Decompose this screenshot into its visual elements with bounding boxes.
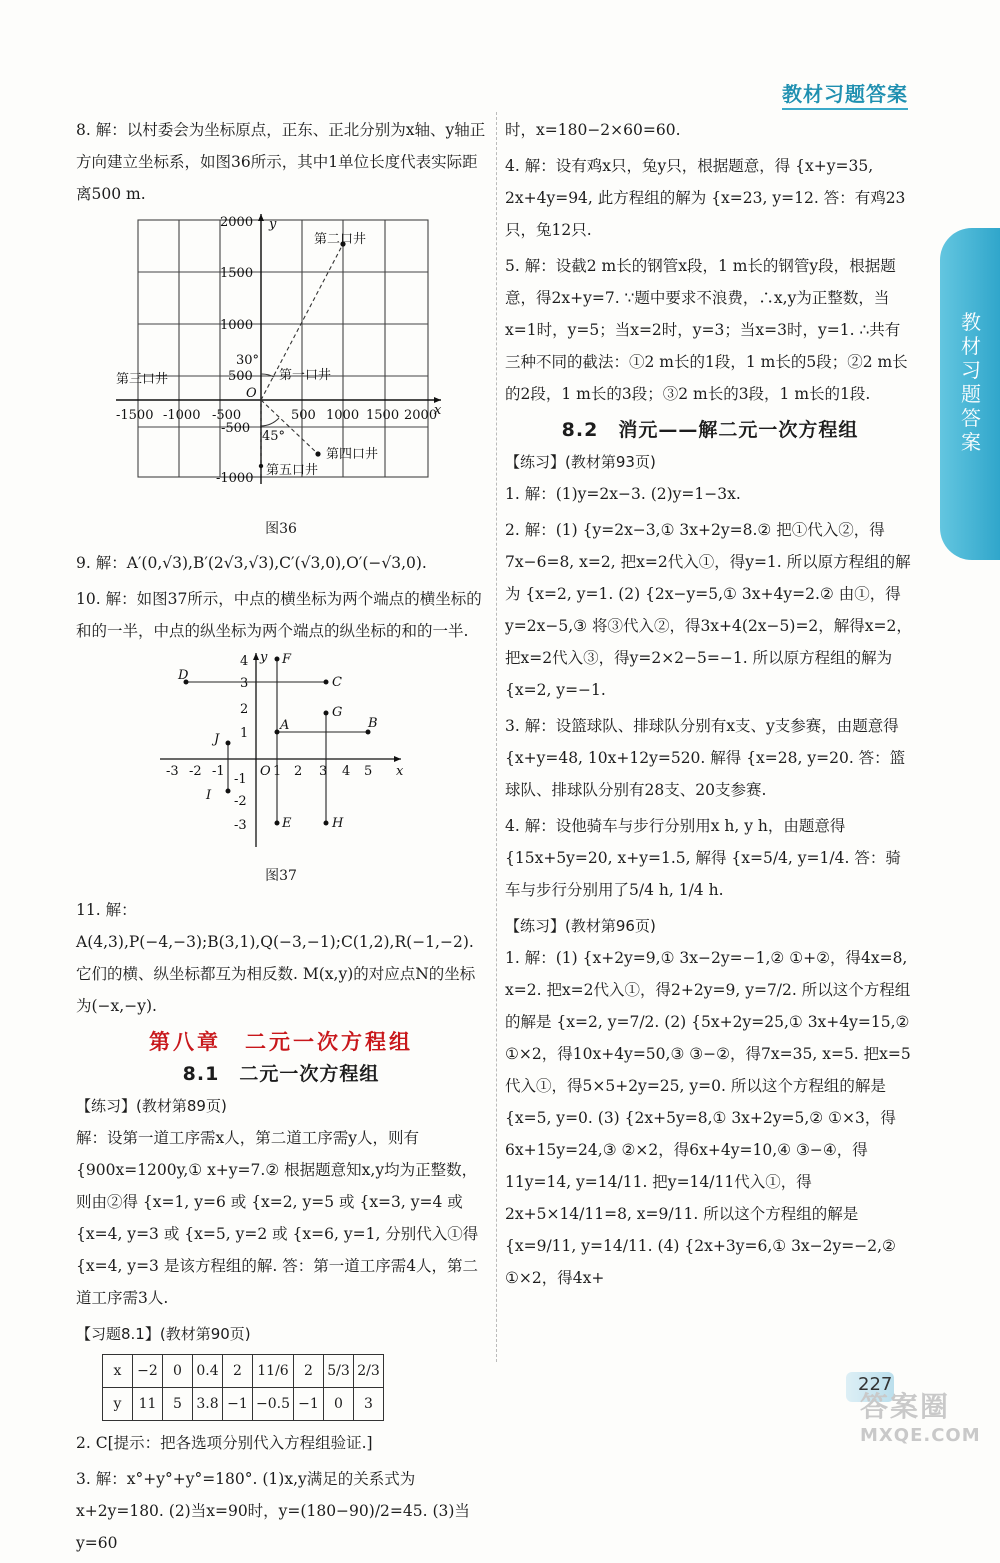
x-tick-3: 3: [319, 764, 328, 779]
y-tick-neg3: -3: [234, 818, 247, 833]
table-cell: y: [103, 1388, 133, 1421]
table-cell: −1: [223, 1388, 253, 1421]
angle-30-label: 30°: [236, 353, 260, 368]
table-cell: −1: [294, 1388, 324, 1421]
table-cell: 0: [163, 1355, 193, 1388]
angle-45-label: 45°: [262, 429, 286, 444]
figure-36: [76, 214, 486, 545]
continued-text: 时，x=180−2×60=60.: [505, 121, 681, 139]
y-tick-neg1: -1: [234, 772, 247, 787]
y-tick-500: 500: [228, 369, 253, 384]
question-11: 11. 解：A(4,3),P(−4,−3);B(3,1),Q(−3,−1);C(1,2),R(−1,−2). 它们的横、纵坐标都互为相反数. M(x,y)的对应点N的坐标为(−x,−y).: [76, 901, 476, 1015]
figure-36-caption: 图36: [265, 521, 297, 537]
practice-89-answer: 解：设第一道工序需x人，第二道工序需y人，则有 {900x=1200y,① x+y=7.② 根据题意知x,y均为正整数，则由②得 {x=1, y=6 或 {x=2, y=5 或 {x=3, y=4 或 {x=4, y=3 或 {x=5, y=2 或 {x=6, y=1, 分别代入①得 {x=4, y=3 是该方程组的解. 答：第一道工序需4人，第二道工序需3人.: [76, 1129, 479, 1307]
point-F: F: [282, 652, 292, 667]
table-cell: x: [103, 1355, 133, 1388]
x-tick-neg1000: -1000: [163, 408, 201, 423]
values-table: [102, 1354, 384, 1421]
y-tick-2: 2: [240, 702, 249, 717]
well-4-label: 第四口井: [326, 447, 379, 462]
watermark-top: 答案圈: [860, 1390, 951, 1423]
table-cell: 11: [133, 1388, 163, 1421]
table-cell: −2: [133, 1355, 163, 1388]
practice-93-q3: 3. 解：设篮球队、排球队分别有x支、y支参赛，由题意得 {x+y=48, 10x+12y=520. 解得 {x=28, y=20. 答：篮球队、排球队分别有28支、20支参赛.: [505, 717, 906, 799]
figure-37-caption: 图37: [265, 868, 297, 884]
point-G: G: [332, 705, 343, 720]
point-A: A: [280, 718, 290, 733]
table-cell: −0.5: [253, 1388, 294, 1421]
point-I: I: [206, 788, 212, 803]
x-tick-neg3: -3: [166, 764, 179, 779]
header-title: 教材习题答案: [782, 78, 908, 110]
question-9: 9. 解：A′(0,√3),B′(2√3,√3),C′(√3,0),O′(−√3,0).: [76, 554, 427, 572]
y-tick-1500: 1500: [220, 266, 254, 281]
x-tick-5: 5: [364, 764, 373, 779]
watermark-logo: [860, 1385, 1000, 1457]
side-tab-text: 教材习题答案: [961, 310, 981, 454]
well-1-label: 第一口井: [279, 368, 332, 383]
question-3: 3. 解：x°+y°+y°=180°. (1)x,y满足的关系式为x+2y=180. (2)当x=90时，y=(180−90)/2=45. (3)当y=60: [76, 1470, 470, 1552]
section-8-1-title: 8.1 二元一次方程组: [182, 1063, 380, 1085]
table-cell: 0: [324, 1388, 354, 1421]
x-tick-1000: 1000: [326, 408, 360, 423]
practice-93-q4: 4. 解：设他骑车与步行分别用x h, y h，由题意得 {15x+5y=20, x+y=1.5, 解得 {x=5/4, y=1/4. 答：骑车与步行分别用了5/4 h, 1/4 h.: [505, 817, 901, 899]
x-tick-neg500: -500: [212, 408, 242, 423]
question-2: 2. C[提示：把各选项分别代入方程组验证.]: [76, 1434, 373, 1452]
practice-93-q1: 1. 解：(1)y=2x−3. (2)y=1−3x.: [505, 485, 741, 503]
well-3-label: 第三口井: [116, 372, 169, 387]
page-number: 227: [858, 1374, 893, 1395]
table-cell: 5: [163, 1388, 193, 1421]
practice-96-q1: 1. 解：(1) {x+2y=9,① 3x−2y=−1,② ①+②，得4x=8, x=2. 把x=2代入①，得2+2y=9, y=7/2. 所以这个方程组的解是 {x=2, y=7/2. (2) {5x+2y=25,① 3x+4y=15,② ①×2，得10x+4y=50,③ ③−②，得7x=35, x=5. 把x=5代入①，得5×5+2y=25, y=0. 所以这个方程组的解是 {x=5, y=0. (3) {2x+5y=8,① 3x+2y=5,② ①×3，得6x+15y=24,③ ②×2，得6x+4y=10,④ ③−④，得11y=14, y=14/11. 把y=14/11代入①，得2x+5×14/11=8, x=9/11. 所以这个方程组的解是 {x=9/11, y=14/11. (4) {2x+3y=6,① 3x−2y=−2,② ①×2，得4x+: [505, 949, 911, 1287]
exercise-8-1-heading: 【习题8.1】(教材第90页): [76, 1325, 251, 1343]
x-tick-neg1500: -1500: [116, 408, 154, 423]
table-row-x: [103, 1355, 384, 1388]
well-2-label: 第二口井: [314, 232, 367, 247]
table-cell: 3: [354, 1388, 384, 1421]
practice-93-q2: 2. 解：(1) {y=2x−3,① 3x+2y=8.② 把①代入②，得7x−6=8, x=2, 把x=2代入①，得y=1. 所以原方程组的解为 {x=2, y=1. (2) {2x−y=5,① 3x+4y=2.② 由①，得y=2x−5,③ 将③代入②，得3x+4(2x−5)=2，解得x=2，把x=2代入③，得y=2×2−5=−1. 所以原方程组的解为 {x=2, y=−1.: [505, 521, 912, 699]
x-tick-500: 500: [291, 408, 316, 423]
table-cell: 3.8: [193, 1388, 223, 1421]
question-5: 5. 解：设截2 m长的钢管x段，1 m长的钢管y段，根据题意，得2x+y=7. ∵题中要求不浪费，∴x,y为正整数，当x=1时，y=5；当x=2时，y=3；当x=3时，y=1. ∴共有三种不同的截法：①2 m长的1段，1 m长的5段；②2 m长的2段，1 m长的3段；③2 m长的3段，1 m长的1段.: [505, 257, 908, 403]
y-tick-1: 1: [240, 726, 249, 741]
x-tick-neg1: -1: [212, 764, 225, 779]
point-E: E: [282, 816, 292, 831]
practice-93-heading: 【练习】(教材第93页): [505, 453, 656, 471]
table-cell: 0.4: [193, 1355, 223, 1388]
axis-x-label: x: [434, 403, 442, 418]
section-8-2-title: 8.2 消元——解二元一次方程组: [561, 419, 859, 441]
x-tick-2000: 2000: [404, 408, 438, 423]
x-tick-1500: 1500: [366, 408, 400, 423]
point-C: C: [332, 675, 342, 690]
chapter-title: 第八章 二元一次方程组: [149, 1030, 413, 1054]
y-tick-2000: 2000: [220, 215, 254, 230]
table-row-y: [103, 1388, 384, 1421]
x-tick-2: 2: [294, 764, 303, 779]
column-divider: [496, 112, 497, 1362]
y-tick-3: 3: [240, 676, 249, 691]
table-cell: 2: [223, 1355, 253, 1388]
figure-37: [76, 651, 486, 892]
x-tick-neg2: -2: [189, 764, 202, 779]
table-cell: 2: [294, 1355, 324, 1388]
left-column: [76, 114, 486, 1563]
y-tick-1000: 1000: [220, 318, 254, 333]
origin-label: O: [246, 386, 257, 401]
point-B: B: [368, 716, 378, 731]
point-D: D: [178, 668, 189, 683]
point-H: H: [332, 816, 344, 831]
question-10: 10. 解：如图37所示，中点的横坐标为两个端点的横坐标的和的一半，中点的纵坐标为两个端点的纵坐标的和的一半.: [76, 590, 482, 640]
y-tick-neg2: -2: [234, 794, 247, 809]
x-tick-1: 1: [273, 764, 282, 779]
axis-y-label: y: [269, 217, 277, 232]
y-tick-neg1000: -1000: [216, 471, 254, 486]
axis-x-label: x: [396, 764, 404, 779]
practice-89-heading: 【练习】(教材第89页): [76, 1097, 227, 1115]
right-column: [505, 114, 915, 1298]
table-cell: 2/3: [354, 1355, 384, 1388]
practice-96-heading: 【练习】(教材第96页): [505, 917, 656, 935]
y-tick-neg500: -500: [221, 421, 251, 436]
question-8: 8. 解：以村委会为坐标原点，正东、正北分别为x轴、y轴正方向建立坐标系，如图36所示，其中1单位长度代表实际距离500 m.: [76, 121, 486, 203]
y-tick-4: 4: [240, 654, 249, 669]
question-4: 4. 解：设有鸡x只，兔y只，根据题意，得 {x+y=35, 2x+4y=94, 此方程组的解为 {x=23, y=12. 答：有鸡23只，兔12只.: [505, 157, 906, 239]
point-J: J: [214, 732, 220, 747]
figure-36-graph: [76, 214, 486, 504]
x-tick-4: 4: [342, 764, 351, 779]
well-5-label: 第五口井: [266, 463, 319, 478]
figure-37-graph: [76, 651, 486, 851]
table-cell: 5/3: [324, 1355, 354, 1388]
table-cell: 11/6: [253, 1355, 294, 1388]
axis-y-label: y: [260, 650, 268, 665]
origin-label: O: [260, 764, 271, 779]
watermark-bottom: MXQE.COM: [860, 1425, 981, 1446]
